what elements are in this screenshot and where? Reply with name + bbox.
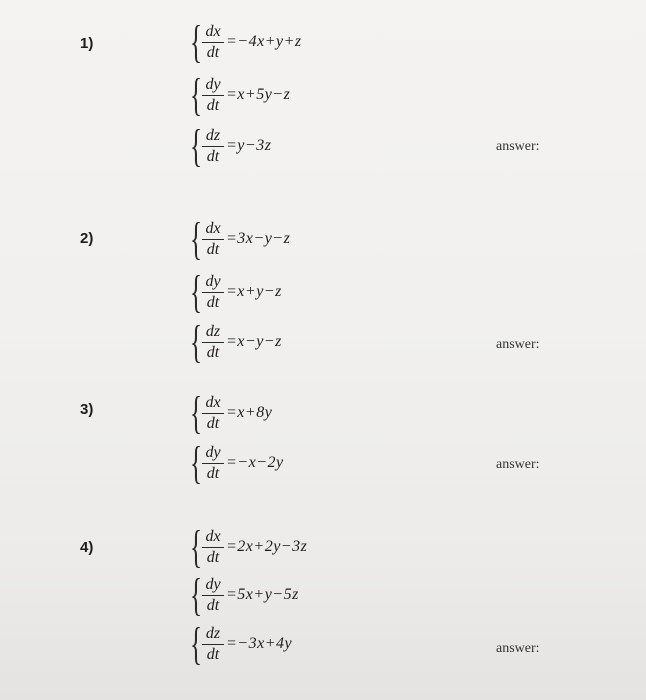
problem-4-answer-label: answer: [496, 641, 540, 656]
equation-rhs: =x+5y−z [226, 86, 291, 103]
problem-4-equation-1 [190, 521, 308, 572]
problem-2-equation-2 [190, 266, 282, 317]
problem-3-answer-label: answer: [496, 457, 540, 472]
fraction-denominator: dt [206, 464, 220, 482]
fraction-denominator: dt [206, 240, 220, 258]
derivative-fraction [202, 23, 224, 62]
derivative-fraction [202, 576, 224, 615]
fraction-numerator: dx [205, 527, 221, 545]
problem-3-equation-1 [190, 387, 273, 438]
fraction-denominator: dt [206, 414, 220, 432]
fraction-numerator: dx [205, 219, 221, 237]
problem-1-equation-1 [190, 16, 302, 67]
brace-icon: { [190, 16, 203, 67]
equation-rhs: =5x+y−5z [226, 586, 299, 603]
equation-rhs: =−4x+y+z [226, 33, 302, 50]
fraction-numerator: dx [205, 393, 221, 411]
problem-3-number: 3) [80, 401, 94, 418]
problem-2-equation-1 [190, 213, 291, 264]
fraction-denominator: dt [206, 343, 220, 361]
fraction-numerator: dz [205, 624, 221, 642]
fraction-denominator: dt [206, 548, 220, 566]
equation-rhs: =x+8y [226, 404, 273, 421]
fraction-denominator: dt [206, 43, 220, 61]
brace-icon: { [190, 316, 203, 367]
fraction-denominator: dt [206, 645, 220, 663]
fraction-numerator: dy [205, 575, 221, 593]
fraction-denominator: dt [206, 96, 220, 114]
brace-icon: { [190, 437, 203, 488]
problem-1-answer-label: answer: [496, 139, 540, 154]
brace-icon: { [190, 387, 203, 438]
derivative-fraction [202, 394, 224, 433]
problem-4-equation-2 [190, 569, 299, 620]
fraction-denominator: dt [206, 293, 220, 311]
brace-icon: { [190, 213, 203, 264]
derivative-fraction [202, 127, 224, 166]
brace-icon: { [190, 120, 203, 171]
brace-icon: { [190, 266, 203, 317]
derivative-fraction [202, 220, 224, 259]
fraction-numerator: dz [205, 126, 221, 144]
problem-3-equation-2 [190, 437, 284, 488]
derivative-fraction [202, 76, 224, 115]
derivative-fraction [202, 625, 224, 664]
equation-rhs: =x+y−z [226, 283, 282, 300]
fraction-numerator: dy [205, 272, 221, 290]
fraction-numerator: dz [205, 322, 221, 340]
equation-rhs: =y−3z [226, 137, 272, 154]
brace-icon: { [190, 569, 203, 620]
equation-rhs: =−3x+4y [226, 635, 293, 652]
problem-2-answer-label: answer: [496, 337, 540, 352]
derivative-fraction [202, 323, 224, 362]
equation-rhs: =−x−2y [226, 454, 284, 471]
brace-icon: { [190, 69, 203, 120]
equation-rhs: =x−y−z [226, 333, 282, 350]
derivative-fraction [202, 444, 224, 483]
fraction-numerator: dy [205, 443, 221, 461]
problem-1-number: 1) [80, 35, 94, 52]
fraction-numerator: dy [205, 75, 221, 93]
brace-icon: { [190, 521, 203, 572]
equation-rhs: =3x−y−z [226, 230, 291, 247]
equation-rhs: =2x+2y−3z [226, 538, 308, 555]
fraction-numerator: dx [205, 22, 221, 40]
problem-1-equation-2 [190, 69, 291, 120]
problem-1-equation-3 [190, 120, 272, 171]
fraction-denominator: dt [206, 596, 220, 614]
brace-icon: { [190, 618, 203, 669]
problem-4-equation-3 [190, 618, 293, 669]
problem-2-number: 2) [80, 230, 94, 247]
problem-4-number: 4) [80, 539, 94, 556]
derivative-fraction [202, 528, 224, 567]
problem-2-equation-3 [190, 316, 282, 367]
fraction-denominator: dt [206, 147, 220, 165]
derivative-fraction [202, 273, 224, 312]
